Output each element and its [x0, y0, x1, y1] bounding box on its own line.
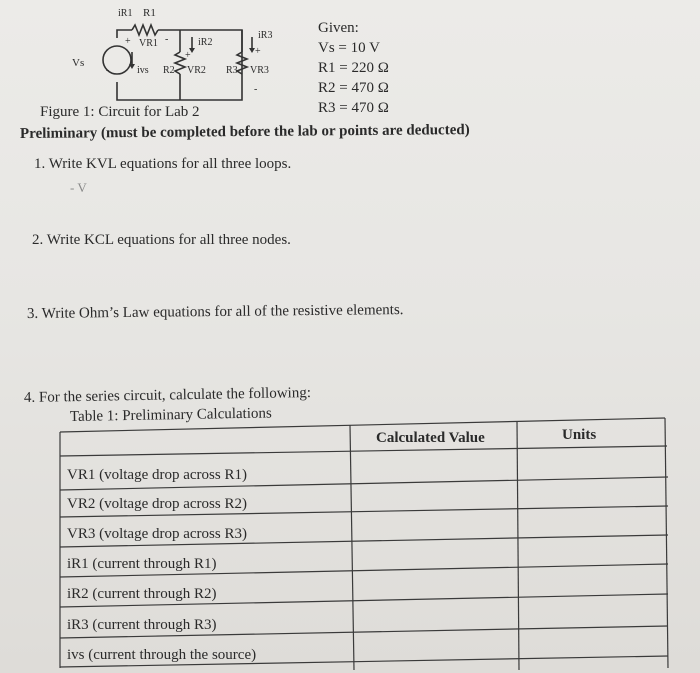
label-r3-minus: -: [254, 84, 258, 95]
given-vs: Vs = 10 V: [318, 40, 380, 56]
given-r1: R1 = 220 Ω: [318, 60, 389, 76]
label-vs: Vs: [72, 57, 85, 69]
question-1: 1. Write KVL equations for all three loops.: [34, 156, 292, 172]
label-vr2: VR2: [187, 65, 206, 76]
row-ir3: iR3 (current through R3): [67, 617, 217, 633]
label-vr1-minus: -: [165, 34, 169, 45]
question-4: 4. For the series circuit, calculate the following:: [23, 384, 312, 406]
label-ivs: ivs: [137, 65, 149, 76]
given-r2: R2 = 470 Ω: [318, 80, 389, 96]
label-ir1: iR1: [118, 8, 133, 19]
label-r3: R3: [226, 65, 238, 76]
given-title: Given:: [318, 20, 359, 36]
label-ir2: iR2: [198, 37, 213, 48]
label-vr1: VR1: [139, 38, 158, 49]
label-source-minus: -: [106, 65, 110, 76]
label-r2: R2: [163, 65, 175, 76]
question-3: 3. Write Ohm’s Law equations for all of the resistive elements.: [26, 302, 404, 322]
row-ir1: iR1 (current through R1): [67, 556, 217, 572]
row-vr3: VR3 (voltage drop across R3): [67, 526, 247, 542]
pencil-mark: - V: [70, 180, 87, 195]
label-r1: R1: [143, 7, 156, 19]
preliminary-heading: Preliminary (must be completed before the lab or points are deducted): [19, 122, 470, 142]
row-vr2: VR2 (voltage drop across R2): [67, 496, 247, 512]
figure-caption: Figure 1: Circuit for Lab 2: [40, 104, 200, 120]
label-vr1-plus: +: [125, 36, 131, 47]
row-vr1: VR1 (voltage drop across R1): [67, 467, 247, 483]
label-ir3: iR3: [258, 30, 273, 41]
row-ir2: iR2 (current through R2): [67, 586, 217, 602]
given-r3: R3 = 470 Ω: [318, 100, 389, 116]
label-vr3: VR3: [250, 65, 269, 76]
label-r3-plus: +: [255, 46, 261, 57]
header-units: Units: [562, 427, 597, 443]
question-2: 2. Write KCL equations for all three nodes.: [32, 232, 291, 248]
table-caption: Table 1: Preliminary Calculations: [69, 405, 272, 425]
row-ivs: ivs (current through the source): [67, 647, 257, 663]
label-r2-plus: +: [185, 50, 191, 61]
header-calculated-value: Calculated Value: [376, 430, 485, 446]
